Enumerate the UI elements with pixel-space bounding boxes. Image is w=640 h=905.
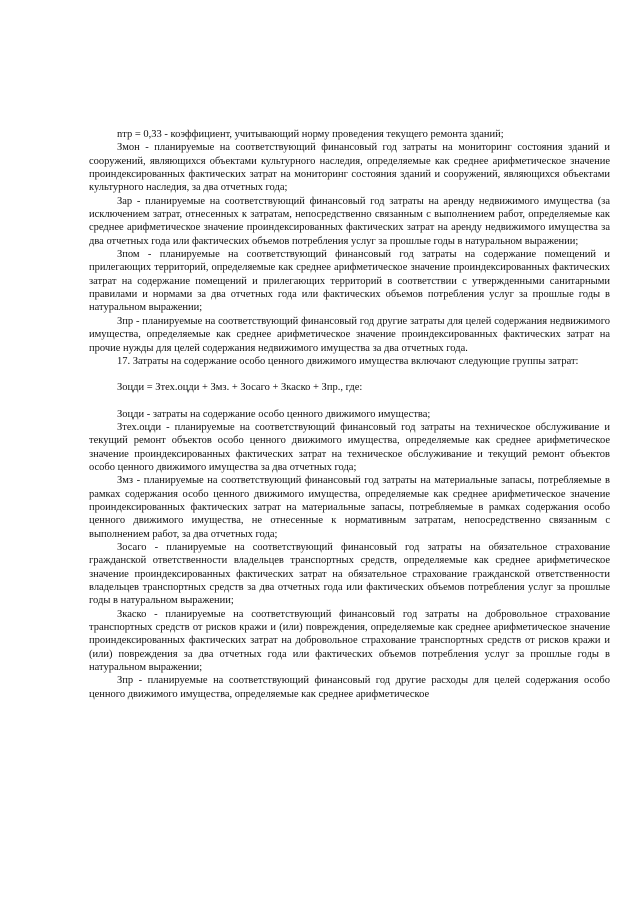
formula-zocdi: Зоцди = Зтех.оцди + Змз. + Зосаго + Зкаско + Зпр., где: <box>117 382 363 394</box>
document-page <box>89 128 610 701</box>
paragraph-zosago: Зосаго - планируемые на соответствующий финансовый год затраты на обязательное страхование гражданской ответственности владельцев транспортных средств, определяемые как среднее арифметическое значение проиндексированных фактических затрат на обязательное страхование гражданской ответственности владельцев транспортных средств за два отчетных года или фактических объемов потребления услуг за прошлые годы в натуральном выражении; <box>89 541 610 607</box>
paragraph-zmon: Змон - планируемые на соответствующий финансовый год затраты на мониторинг состояния зданий и сооружений, являющихся объектами культурного наследия, определяемые как среднее арифметическое значение проиндексированных фактических затрат на мониторинг состояния зданий и сооружений, являющихся объектами культурного наследия, за два отчетных года; <box>89 142 610 194</box>
paragraph-zkasko: Зкаско - планируемые на соответствующий финансовый год затраты на добровольное страхование транспортных средств от рисков кражи и (или) повреждения, определяемые как среднее арифметическое значение проиндексированных фактических затрат на добровольное страхование транспортных средств от рисков кражи и (или) повреждения за два отчетных года или фактических объемов потребления услуг за прошлые годы в натуральном выражении; <box>89 608 610 674</box>
paragraph-section-17: 17. Затраты на содержание особо ценного движимого имущества включают следующие группы затрат: <box>117 355 579 367</box>
paragraph-zpr-movable: Зпр - планируемые на соответствующий финансовый год другие расходы для целей содержания особо ценного движимого имущества, определяемые как среднее арифметическое <box>89 675 610 700</box>
paragraph-zocdi: Зоцди - затраты на содержание особо ценного движимого имущества; <box>117 408 431 420</box>
paragraph-ztech: Зтех.оцди - планируемые на соответствующий финансовый год затраты на техническое обслуживание и текущий ремонт объектов особо ценного движимого имущества, определяемые как среднее арифметическое значение проиндексированных фактических затрат на техническое обслуживание и текущий ремонт объектов особо ценного движимого имущества за два отчетных года; <box>89 421 610 473</box>
paragraph-zpom: Зпом - планируемые на соответствующий финансовый год затраты на содержание помещений и прилегающих территорий, определяемые как среднее арифметическое значение проиндексированных фактических затрат на содержание помещений и прилегающих территорий в соответствии с утвержденными санитарными правилами и нормами за два отчетных года или фактических объемов потребления услуг за прошлые годы в натуральном выражении; <box>89 249 610 314</box>
paragraph-ntr: nтр = 0,33 - коэффициент, учитывающий норму проведения текущего ремонта зданий; <box>117 129 504 140</box>
paragraph-zmz: Змз - планируемые на соответствующий финансовый год затраты на материальные запасы, потребляемые в рамках содержания особо ценного движимого имущества, определяемые как среднее арифметическое значение проиндексированных фактических затрат на материальные запасы, потребляемые в рамках содержания особо ценного движимого имущества, не отнесенные к нормативным затратам, непосредственно связанным с выполнением работ, за два отчетных года; <box>89 475 610 540</box>
paragraph-zar: Зар - планируемые на соответствующий финансовый год затраты на аренду недвижимого имущества (за исключением затрат, отнесенных к затратам, непосредственно связанным с выполнением работ, определяемые как среднее арифметическое значение проиндексированных фактических затрат на аренду недвижимого имущества за два отчетных года или фактических объемов потребления услуг за прошлые годы в натуральном выражении; <box>89 195 610 247</box>
paragraph-zpr-real-estate: Зпр - планируемые на соответствующий финансовый год другие затраты для целей содержания недвижимого имущества, определяемые как среднее арифметическое значение проиндексированных фактических затрат на прочие нужды для целей содержания недвижимого имущества за два отчетных года. <box>89 315 610 354</box>
